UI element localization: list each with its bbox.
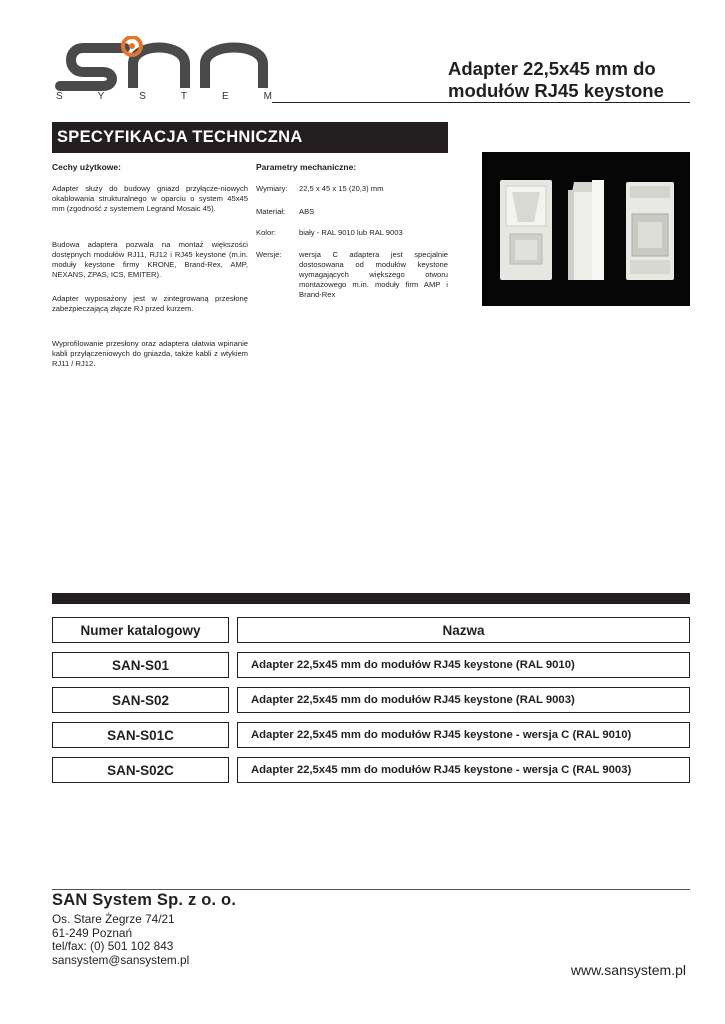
title-line-1: Adapter 22,5x45 mm do <box>448 58 656 79</box>
company-name: SAN System Sp. z o. o. <box>52 891 237 909</box>
email-link[interactable]: sansystem@sansystem.pl <box>52 953 190 967</box>
catalog-code: SAN-S01C <box>52 722 229 748</box>
product-name: Adapter 22,5x45 mm do modułów RJ45 keystone - wersja C (RAL 9010) <box>237 722 690 748</box>
catalog-code: SAN-S01 <box>52 652 229 678</box>
footer-divider <box>52 889 690 890</box>
catalog-code: SAN-S02C <box>52 757 229 783</box>
features-paragraph: Wyprofilowanie przesłony oraz adaptera ułatwia wpinanie kabli przyłączeniowych do gniazda, także kabli z wtykiem RJ11 / RJ12. <box>52 339 248 368</box>
title-line-2: modułów RJ45 keystone <box>448 80 664 101</box>
param-value: biały - RAL 9010 lub RAL 9003 <box>299 228 403 237</box>
website-link[interactable]: www.sansystem.pl <box>570 962 686 978</box>
document-title <box>448 58 708 102</box>
address-line: 61-249 Poznań <box>52 926 133 940</box>
product-photo <box>482 152 690 306</box>
product-name: Adapter 22,5x45 mm do modułów RJ45 keystone - wersja C (RAL 9003) <box>237 757 690 783</box>
table-header-code: Numer katalogowy <box>52 617 229 643</box>
address-line: Os. Stare Żegrze 74/21 <box>52 912 175 926</box>
product-name: Adapter 22,5x45 mm do modułów RJ45 keystone (RAL 9010) <box>237 652 690 678</box>
param-label: Kolor: <box>256 228 276 237</box>
param-label: Wymiary: <box>256 184 288 193</box>
logo-letter: S <box>56 91 63 102</box>
logo-letter: S <box>139 91 146 102</box>
param-value: wersja C adaptera jest specjalnie dostosowana od modułów keystone wymagających większego otworu montażowego m.in. moduły firm AMP i Brand-Rex <box>299 250 448 299</box>
logo-subtitle <box>56 91 272 102</box>
features-paragraph: Adapter wyposażony jest w zintegrowaną przesłonę zabezpieczającą złącze RJ przed kurzem. <box>52 294 248 313</box>
spec-heading: SPECYFIKACJA TECHNICZNA <box>52 122 448 153</box>
param-label: Wersje: <box>256 250 282 259</box>
features-heading: Cechy użytkowe: <box>52 162 121 172</box>
catalog-code: SAN-S02 <box>52 687 229 713</box>
product-name: Adapter 22,5x45 mm do modułów RJ45 keystone (RAL 9003) <box>237 687 690 713</box>
param-value: ABS <box>299 207 315 216</box>
mechanical-heading: Parametry mechaniczne: <box>256 162 357 172</box>
header-divider <box>272 102 690 103</box>
section-band <box>52 593 690 604</box>
logo-letter: E <box>222 91 229 102</box>
logo-letter: T <box>180 91 188 102</box>
logo-letter: M <box>263 91 272 102</box>
param-label: Materiał: <box>256 207 286 216</box>
table-header-name: Nazwa <box>237 617 690 643</box>
features-paragraph: Adapter służy do budowy gniazd przyłącze-niowych okablowania strukturalnego w oparciu o system 45x45 mm (zgodność z systemem Legrand Mosaic 45). <box>52 184 248 213</box>
logo-letter: Y <box>97 91 105 102</box>
features-paragraph: Budowa adaptera pozwala na montaż większości dostępnych modułów RJ11, RJ12 i RJ45 keystone (m.in. moduły keystone firmy KRONE, Brand-Rex, AMP, NEXANS, ZPAS, ICS, EMITER). <box>52 240 248 279</box>
param-value: 22,5 x 45 x 15 (20,3) mm <box>299 184 384 193</box>
phone-line: tel/fax: (0) 501 102 843 <box>52 939 174 953</box>
